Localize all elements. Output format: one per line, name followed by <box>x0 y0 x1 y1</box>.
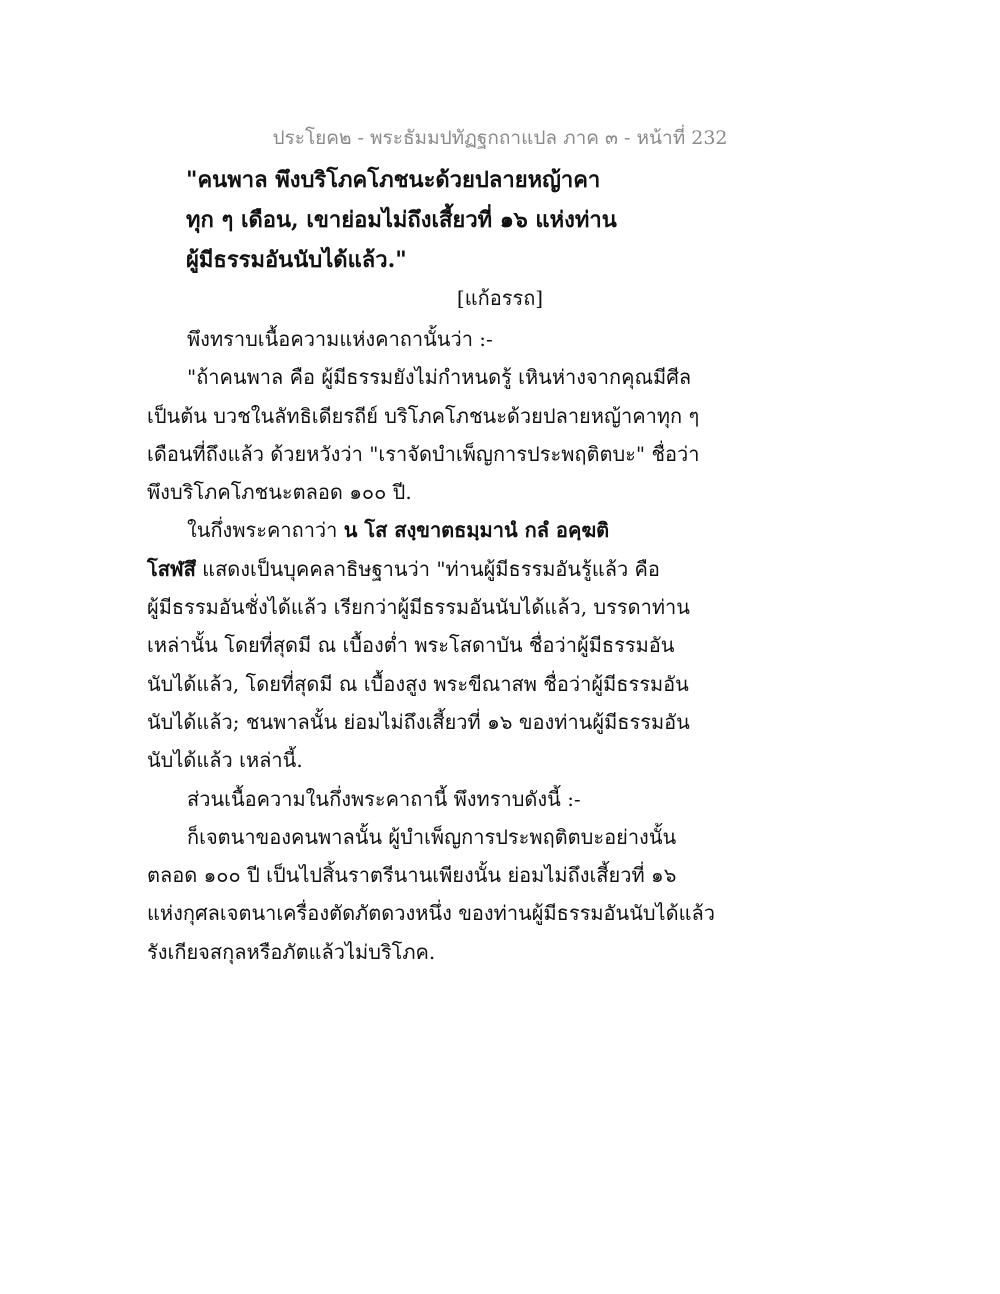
paragraph-line: เดือนที่ถึงแล้ว ด้วยหวังว่า "เราจัดบำเพ็ญการประพฤติตบะ" ชื่อว่า <box>147 441 700 466</box>
verse-line: ทุก ๆ เดือน, เขาย่อมไม่ถึงเสี้ยวที่ ๑๖ แห่งท่าน <box>186 207 617 233</box>
paragraph-line: พึงบริโภคโภชนะตลอด ๑๐๐ ปี. <box>147 480 412 505</box>
verse-line: ผู้มีธรรมอันนับได้แล้ว." <box>186 247 407 273</box>
paragraph-line: นับได้แล้ว เหล่านี้. <box>147 748 303 773</box>
text-run: แสดงเป็นบุคคลาธิษฐานว่า "ท่านผู้มีธรรมอันรู้แล้ว คือ <box>195 556 660 581</box>
text-run: ในกึ่งพระคาถาว่า <box>187 518 344 543</box>
paragraph-line: นับได้แล้ว, โดยที่สุดมี ณ เบื้องสูง พระขีณาสพ ชื่อว่าผู้มีธรรมอัน <box>147 671 689 696</box>
paragraph-line: ตลอด ๑๐๐ ปี เป็นไปสิ้นราตรีนานเพียงนั้น ย่อมไม่ถึงเสี้ยวที่ ๑๖ <box>147 863 677 888</box>
paragraph-line: เป็นต้น บวชในลัทธิเดียรถีย์ บริโภคโภชนะด้วยปลายหญ้าคาทุก ๆ <box>147 403 700 428</box>
verse-line: "คนพาล พึงบริโภคโภชนะด้วยปลายหญ้าคา <box>186 167 601 193</box>
paragraph-line: รังเกียจสกุลหรือภัตแล้วไม่บริโภค. <box>147 939 436 964</box>
paragraph-line: ก็เจตนาของคนพาลนั้น ผู้บำเพ็ญการประพฤติตบะอย่างนั้น <box>187 824 677 849</box>
paragraph-line: แห่งกุศลเจตนาเครื่องตัดภัตดวงหนึ่ง ของท่านผู้มีธรรมอันนับได้แล้ว <box>147 901 715 926</box>
pali-quote: โสฬสึ <box>147 556 196 581</box>
paragraph-line: ส่วนเนื้อความในกึ่งพระคาถานี้ พึงทราบดังนี้ :- <box>187 786 581 811</box>
paragraph-line <box>147 550 707 588</box>
page-header <box>0 123 1000 153</box>
paragraph-line: พึงทราบเนื้อความแห่งคาถานั้นว่า :- <box>187 327 493 351</box>
paragraph-line: เหล่านั้น โดยที่สุดมี ณ เบื้องต่ำ พระโสดาบัน ชื่อว่าผู้มีธรรมอัน <box>147 633 675 658</box>
pali-quote: น โส สงฺขาตธมฺมานํ กลํ อคฺฆติ <box>343 518 610 543</box>
running-head: ประโยค๒ - พระธัมมปทัฏฐกถาแปล ภาค ๓ - หน้าที่ 232 <box>272 127 728 149</box>
paragraph-line: นับได้แล้ว; ชนพาลนั้น ย่อมไม่ถึงเสี้ยวที่ ๑๖ ของท่านผู้มีธรรมอัน <box>147 709 690 734</box>
body-text <box>147 320 715 971</box>
section-title: [แก้อรรถ] <box>456 286 544 310</box>
paragraph-line: "ถ้าคนพาล คือ ผู้มีธรรมยังไม่กำหนดรู้ เหินห่างจากคุณมีศีล <box>187 365 692 390</box>
paragraph-line: ผู้มีธรรมอันชั่งได้แล้ว เรียกว่าผู้มีธรรมอันนับได้แล้ว, บรรดาท่าน <box>147 595 690 620</box>
paragraph-line <box>147 511 707 549</box>
verse-block <box>186 160 617 280</box>
